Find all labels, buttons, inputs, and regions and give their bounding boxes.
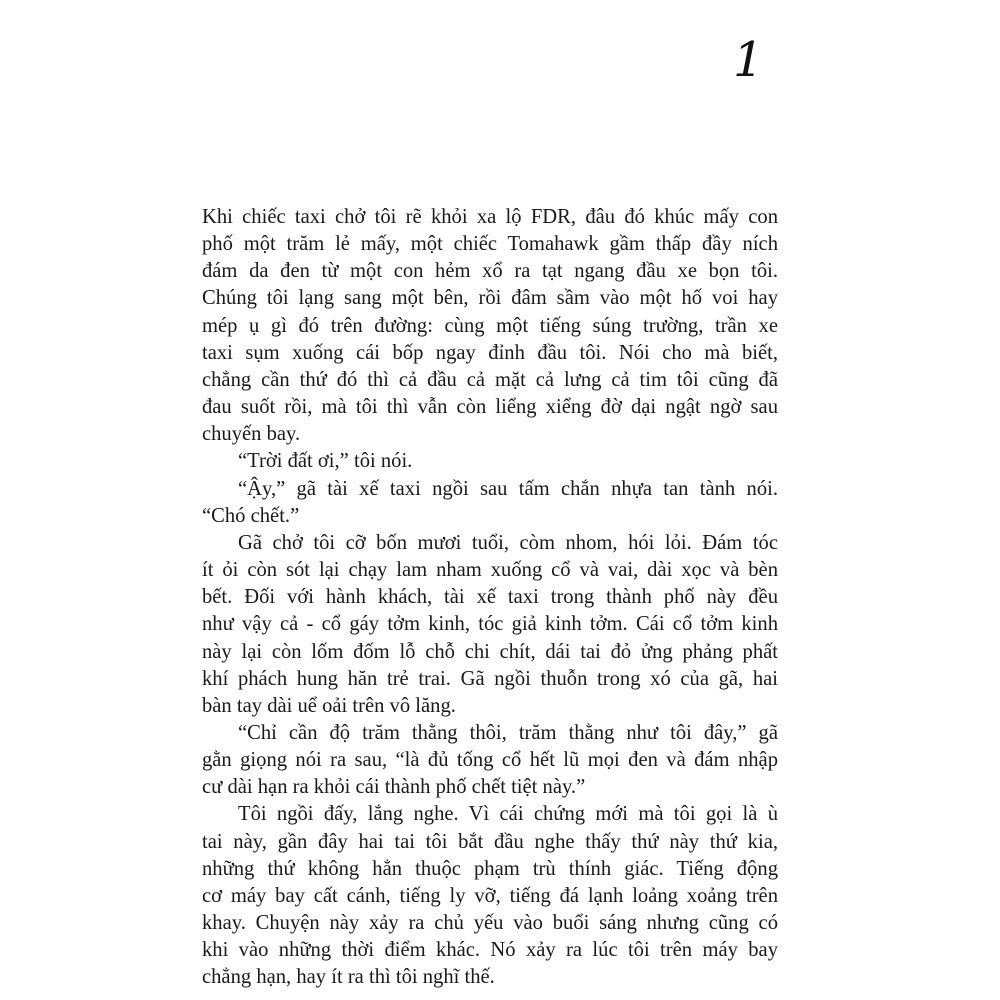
text-line: khay. Chuyện này xảy ra chủ yếu vào buổi sáng nhưng cũng có [202, 912, 778, 935]
text-line: cơ máy bay cất cánh, tiếng ly vỡ, tiếng đá lạnh loảng xoảng trên [202, 884, 778, 907]
text-line: Khi chiếc taxi chở tôi rẽ khỏi xa lộ FDR, đâu đó khúc mấy con [202, 206, 778, 228]
text-line: taxi sụm xuống cái bốp ngay đỉnh đầu tôi. Nói cho mà biết, [202, 341, 778, 364]
text-line: này lại còn lốm đốm lỗ chỗ chi chít, dái tai đỏ ửng phảng phất [202, 640, 778, 663]
text-line: khi vào những thời điểm khác. Nó xảy ra lúc tôi trên máy bay [202, 939, 778, 962]
text-line: chẳng hạn, hay ít ra thì tôi nghĩ thế. [202, 966, 495, 989]
text-line: bàn tay dài uể oải trên vô lăng. [202, 694, 456, 717]
text-line: khí phách hung hăn trẻ trai. Gã ngồi thuỗn trong xó của gã, hai [202, 667, 778, 690]
text-line: “Ậy,” gã tài xế taxi ngồi sau tấm chắn nhựa tan tành nói. [238, 477, 778, 500]
paragraph [202, 530, 778, 720]
paragraph [202, 204, 778, 448]
text-line: “Chỉ cần độ trăm thằng thôi, trăm thằng như tôi đây,” gã [238, 721, 778, 744]
paragraph [202, 720, 778, 801]
text-line: đám da đen từ một con hẻm xổ ra tạt ngang đầu xe bọn tôi. [202, 260, 778, 283]
paragraph [202, 801, 778, 991]
text-line: cư dài hạn ra khỏi cái thành phố chết tiệt này.” [202, 776, 586, 799]
body-text [202, 204, 778, 992]
text-line: Gã chở tôi cỡ bốn mươi tuổi, còm nhom, hói lỏi. Đám tóc [238, 531, 778, 554]
text-line: phố một trăm lẻ mấy, một chiếc Tomahawk gầm thấp đầy ních [202, 233, 778, 256]
text-line: chẳng cần thứ đó thì cả đầu cả mặt cả lưng cả tim tôi cũng đã [202, 368, 778, 391]
text-line: chuyến bay. [202, 423, 301, 446]
text-line: Chúng tôi lạng sang một bên, rồi đâm sầm vào một hố voi hay [202, 287, 778, 310]
text-line: tai này, gần đây hai tai tôi bắt đầu nghe thấy thứ này thứ kia, [202, 830, 778, 853]
text-line: mép ụ gì đó trên đường: cùng một tiếng súng trường, trần xe [202, 314, 778, 337]
text-line: gằn giọng nói ra sau, “là đủ tống cổ hết lũ mọi đen và đám nhập [202, 749, 778, 772]
text-line: như vậy cả - cổ gáy tởm kinh, tóc giả kinh tởm. Cái cổ tởm kinh [202, 613, 778, 636]
text-line: bết. Đối với hành khách, tài xế taxi trong thành phố này đều [202, 586, 778, 609]
text-line: “Chó chết.” [202, 504, 300, 527]
text-line: “Trời đất ơi,” tôi nói. [238, 450, 413, 473]
text-line: những thứ không hẳn thuộc phạm trù thính giác. Tiếng động [202, 857, 778, 880]
text-line: Tôi ngồi đấy, lắng nghe. Vì cái chứng mới mà tôi gọi là ù [238, 803, 778, 826]
paragraph [202, 448, 778, 475]
text-line: đau suốt rồi, mà tôi thì vẫn còn liểng xiểng đờ dại ngật ngờ sau [202, 396, 778, 419]
text-line: ít ỏi còn sót lại chạy lam nham xuống cổ và vai, dài xọc và bèn [202, 559, 778, 582]
paragraph [202, 476, 778, 530]
chapter-number: 1 [733, 32, 764, 88]
